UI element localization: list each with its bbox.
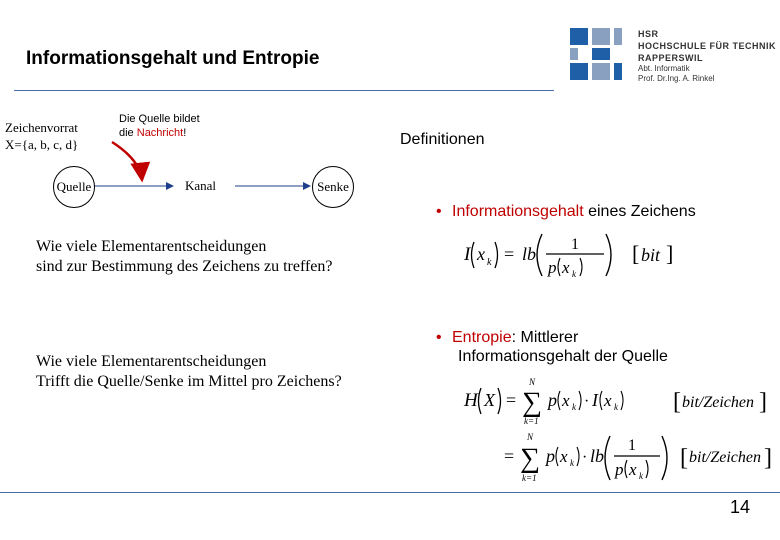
bullet-informationsgehalt [436, 202, 696, 221]
svg-text:H: H [464, 390, 478, 411]
formula-information [460, 230, 690, 280]
bullet-2-keyword: Entropie [452, 329, 512, 346]
svg-text:x: x [562, 258, 570, 277]
question-1-line-2: sind zur Bestimmung des Zeichens zu treffen? [36, 258, 333, 275]
svg-text:·: · [584, 393, 590, 410]
bullet-entropie [436, 328, 736, 366]
sum-lower-1: k=1 [524, 416, 539, 426]
svg-text:[: [ [673, 389, 681, 415]
question-2 [36, 352, 342, 392]
svg-text:∑: ∑ [522, 387, 542, 418]
svg-text:k: k [614, 402, 618, 412]
svg-text:x: x [562, 391, 570, 410]
svg-text:k: k [572, 402, 576, 412]
svg-text:x: x [629, 460, 637, 479]
svg-text:p: p [548, 258, 557, 277]
logo-line-3: RAPPERSWIL [638, 53, 704, 63]
svg-text:=: = [504, 446, 515, 466]
svg-text:k: k [570, 458, 574, 468]
footer-divider [0, 492, 780, 493]
sum-upper-1: N [529, 377, 536, 387]
svg-text:I: I [592, 390, 598, 410]
svg-text:p: p [548, 390, 557, 410]
svg-text:]: ] [666, 241, 674, 266]
svg-text:[: [ [680, 445, 688, 471]
sum-upper-2: N [527, 432, 534, 442]
logo-subtext [638, 64, 714, 84]
svg-text:∑: ∑ [520, 443, 540, 474]
svg-text:k: k [487, 257, 492, 268]
logo-sub-2: Prof. Dr.Ing. A. Rinkel [638, 74, 715, 83]
note-red-word: Nachricht [136, 127, 184, 139]
formula-entropy-expanded [500, 430, 775, 485]
svg-text:=: = [504, 244, 515, 264]
svg-text:k: k [572, 269, 576, 279]
bullet-dot-icon: • [436, 203, 442, 220]
note-suffix: ! [183, 127, 187, 139]
sum-lower-2: k=1 [522, 473, 537, 483]
svg-text:x: x [604, 391, 612, 410]
slide-title: Informationsgehalt und Entropie [26, 48, 320, 69]
question-1-line-1: Wie viele Elementarentscheidungen [36, 238, 267, 255]
svg-text:p: p [546, 446, 555, 466]
bullet-dot-icon: • [436, 329, 442, 346]
svg-text:k: k [639, 471, 643, 481]
zeichenvorrat-line-1: Zeichenvorrat [5, 120, 78, 135]
question-2-line-1: Wie viele Elementarentscheidungen [36, 353, 267, 370]
svg-text:X: X [484, 390, 495, 410]
svg-text:lb: lb [522, 244, 537, 264]
hsr-logo-icon [568, 26, 632, 82]
node-quelle-label: Quelle [56, 179, 92, 194]
svg-text:·: · [582, 449, 588, 466]
node-quelle [53, 166, 95, 208]
svg-text:x: x [560, 447, 568, 466]
svg-text:]: ] [759, 389, 767, 415]
node-kanal-label: Kanal [185, 178, 217, 193]
note-line-1: Die Quelle bildet [119, 113, 200, 125]
question-1 [36, 237, 333, 277]
formula-3-unit: bit/Zeichen [689, 449, 761, 466]
formula-2-unit: bit/Zeichen [682, 394, 754, 411]
svg-text:=: = [506, 390, 517, 410]
logo-line-1: HSR [638, 29, 659, 39]
note-prefix: die [119, 127, 137, 139]
svg-text:x: x [477, 244, 485, 264]
logo-text [638, 28, 776, 64]
formula-1-unit: bit [641, 245, 661, 265]
svg-text:[: [ [632, 241, 640, 266]
definitions-heading: Definitionen [400, 131, 485, 148]
formula-entropy [460, 376, 770, 428]
bullet-1-keyword: Informationsgehalt [452, 203, 584, 220]
page-number: 14 [730, 497, 751, 517]
svg-text:lb: lb [590, 446, 605, 466]
bullet-2-line-2: Informationsgehalt der Quelle [458, 348, 668, 365]
formula-1-numerator: 1 [571, 236, 579, 253]
svg-text:I: I [464, 244, 471, 265]
formula-3-numerator: 1 [628, 437, 636, 454]
question-2-line-2: Trifft die Quelle/Senke im Mittel pro Zeichens? [36, 373, 342, 390]
note-arrow [112, 142, 142, 180]
bullet-1-rest: eines Zeichens [583, 203, 696, 220]
logo-line-2: HOCHSCHULE FÜR TECHNIK [638, 41, 776, 51]
svg-text:]: ] [764, 445, 772, 471]
logo-sub-1: Abt. Informatik [638, 64, 690, 73]
svg-text:p: p [615, 460, 624, 479]
node-senke-label: Senke [317, 179, 349, 194]
zeichenvorrat-line-2: X={a, b, c, d} [5, 137, 79, 152]
node-senke [312, 166, 354, 208]
bullet-2-rest: : Mittlerer [511, 329, 579, 346]
